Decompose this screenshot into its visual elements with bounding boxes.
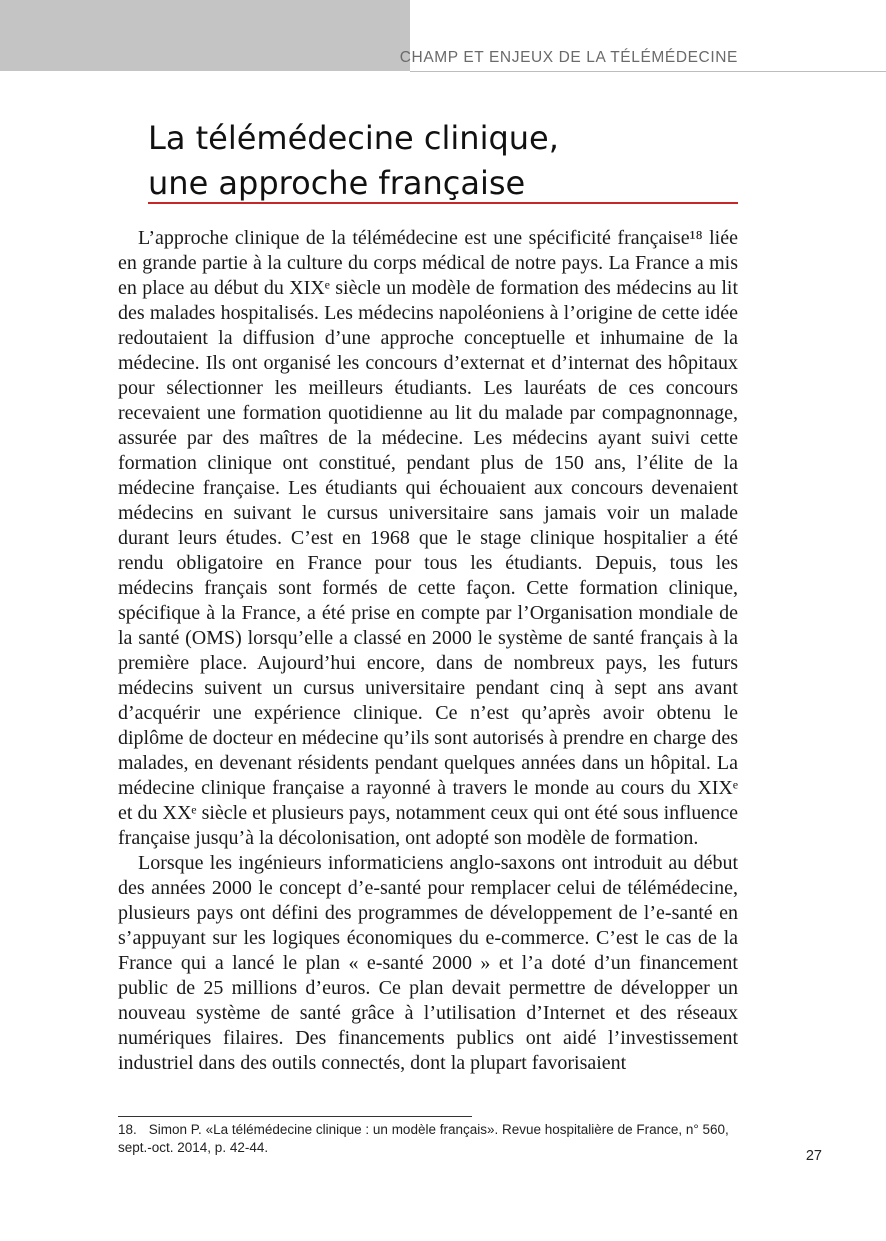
page-number: 27 [805, 1148, 822, 1164]
section-title-line-1: La télémédecine clinique, [148, 119, 559, 157]
footnote-rule [118, 1116, 472, 1117]
section-title-line-2: une approche française [148, 164, 526, 202]
footnote-text: Simon P. «La télémédecine clinique : un modèle français». Revue hospitalière de France, n° 560, sept.-oct. 2014, p. 42-44. [118, 1122, 729, 1155]
paragraph-2: Lorsque les ingénieurs informaticiens anglo-saxons ont introduit au début des années 2000 le concept d’e-santé pour remplacer celui de télémédecine, plusieurs pays ont défini des programmes de développement de l’e-santé en s’appuyant sur les logiques économiques du e-commerce. C’est le cas de la France qui a lancé le plan « e-santé 2000 » et l’a doté d’un financement public de 25 millions d’euros. Ce plan devait permettre de développer un nouveau système de santé grâce à l’utilisation d’Internet et des réseaux numériques filaires. Des financements publics ont aidé l’investissement industriel dans des outils connectés, dont la plupart favorisaient [118, 852, 738, 1074]
title-underline [148, 202, 738, 204]
footnote-number: 18. [118, 1122, 137, 1137]
paragraph-1: L’approche clinique de la télémédecine est une spécificité française¹⁸ liée en grande partie à la culture du corps médical de notre pays. La France a mis en place au début du XIXᵉ siècle un modèle de formation des médecins au lit des malades hospitalisés. Les médecins napoléoniens à l’origine de cette idée redoutaient la diffusion d’une approche conceptuelle et inhumaine de la médecine. Ils ont organisé les concours d’externat et d’internat des hôpitaux pour sélectionner les meilleurs étudiants. Les lauréats de ces concours recevaient une formation quotidienne au lit du malade par compagnonnage, assurée par des maîtres de la médecine. Les médecins ayant suivi cette formation clinique ont constitué, pendant plus de 150 ans, l’élite de la médecine française. Les étudiants qui échouaient aux concours devenaient médecins en suivant le cursus universitaire sans jamais voir un malade durant leurs études. C’est en 1968 que le stage clinique hospitalier a été rendu obligatoire en France pour tous les étudiants. Depuis, tous les médecins français sont formés de cette façon. Cette formation clinique, spécifique à la France, a été prise en compte par l’Organisation mondiale de la santé (OMS) lorsqu’elle a classé en 2000 le système de santé français à la première place. Aujourd’hui encore, dans de nombreux pays, les futurs médecins suivent un cursus universitaire pendant cinq à sept ans avant d’acquérir une expérience clinique. Ce n’est qu’après avoir obtenu le diplôme de docteur en médecine qu’ils sont autorisés à prendre en charge des malades, en devenant résidents pendant quelques années dans un hôpital. La médecine clinique française a rayonné à travers le monde au cours du XIXᵉ et du XXᵉ siècle et plusieurs pays, notamment ceux qui ont été sous influence française jusqu’à la décolonisation, ont adopté son modèle de formation. [118, 227, 738, 849]
section-title [148, 116, 738, 206]
running-header: CHAMP ET ENJEUX DE LA TÉLÉMÉDECINE [399, 49, 738, 66]
body-text [118, 226, 738, 1076]
header-band [0, 0, 410, 71]
header-rule [410, 71, 886, 72]
footnote [118, 1121, 758, 1157]
